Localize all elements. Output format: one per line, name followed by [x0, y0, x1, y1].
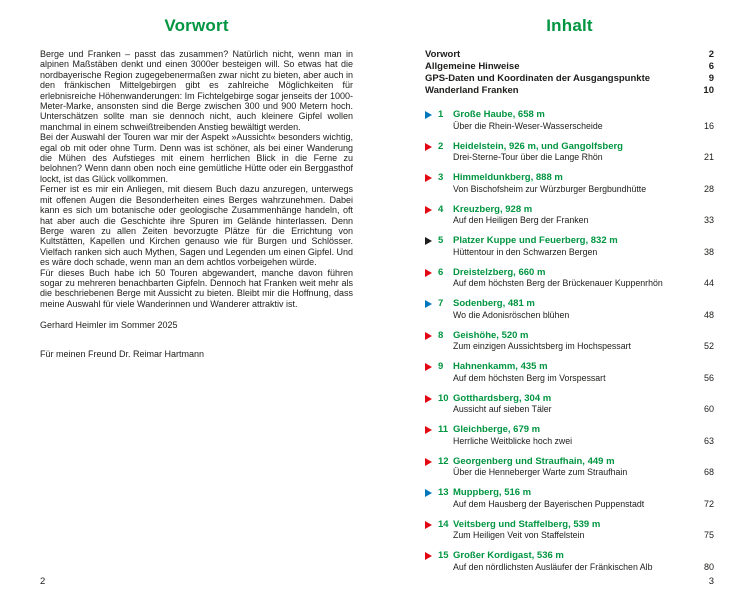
page-inhalt [375, 0, 750, 600]
toc-entry [425, 394, 714, 415]
tour-page-number: 72 [703, 498, 714, 509]
difficulty-triangle-icon [425, 269, 432, 277]
tour-number: 1 [438, 109, 444, 120]
tour-title: Himmeldunkberg, 888 m [453, 172, 563, 183]
front-matter-row [425, 85, 714, 97]
tour-subtitle: Herrliche Weitblicke hoch zwei [453, 435, 573, 446]
front-matter-page: 9 [708, 73, 714, 84]
tour-number: 3 [438, 172, 444, 183]
paragraph: Berge und Franken – passt das zusammen? Natürlich nicht, wenn man in alpinen Maßstäben denkt und einen 3000er besteigen will. So etwas hat die nordbayerische Region zugegebenermaßen zwar nicht zu bieten, aber auch in den fränkischen Mittelgebirgen gibt es zahlreiche Möglichkeiten für erlebnisreiche Höhenwanderungen: Im Fichtelgebirge sogar jenseits der 1000-Meter-Marke, ansonsten sind die Berge zwischen 300 und 900 Metern hoch. Unterschätzen sollte man sie dennoch nicht, auch kleinere Gipfel wollen manchmal in einem schweißtreibenden Anstieg bewältigt werden. [40, 49, 353, 132]
tour-page-number: 80 [703, 561, 714, 572]
tour-title: Gotthardsberg, 304 m [453, 392, 552, 404]
page-number-right: 3 [708, 576, 714, 587]
tour-title: Hahnenkamm, 435 m [453, 361, 548, 372]
tour-page-number: 75 [703, 530, 714, 540]
paragraph: Ferner ist es mir ein Anliegen, mit diesem Buch dazu anzuregen, unterwegs mit offenen Augen die Besonderheiten eines Berges wahrzunehmen. Dabei kann es sich um botanische oder geologische Zusammenhänge handeln, oft hat aber auch die Geschichte ihre Spuren im Gelände hinterlassen. Denn Berge waren zu allen Zeiten bevorzugte Plätze für die Errichtung von Kultstätten, Kapellen und Kirchen genauso wie für Burgen und Schlösser. Vielfach ranken sich auch Mythen, Sagen und Legenden um einen Gipfel. Und es wäre doch schade, wenn man an dem achtlos vorbeigehen würde. [40, 184, 353, 268]
toc-entry [425, 173, 714, 194]
front-matter-label: Wanderland Franken [425, 85, 519, 96]
tour-number: 2 [438, 140, 444, 152]
tour-number: 4 [438, 203, 444, 215]
author-signature: Gerhard Heimler im Sommer 2025 [40, 320, 178, 331]
toc-entry [425, 520, 714, 541]
tour-subtitle: Über die Rhein-Weser-Wasserscheide [453, 120, 603, 131]
dedication: Für meinen Freund Dr. Reimar Hartmann [40, 348, 205, 359]
tour-page-number: 38 [703, 246, 714, 257]
tour-number: 10 [438, 392, 449, 404]
difficulty-triangle-icon [425, 206, 432, 214]
toc-entry [425, 331, 714, 352]
tour-title: Gleichberge, 679 m [453, 424, 541, 435]
tour-subtitle: Zum Heiligen Veit von Staffelstein [453, 530, 585, 540]
vorwort-body [40, 49, 353, 309]
paragraph: Für dieses Buch habe ich 50 Touren abgewandert, manche davon führen sogar zu mehreren benachbarten Gipfeln. Dennoch hat Franken weit mehr als die beschriebenen Berge mit Aussicht zu bieten. Bleibt mir die Hoffnung, dass meine Auswahl für viele Wanderinnen und Wanderer attraktiv ist. [40, 267, 353, 309]
tour-page-number: 56 [703, 372, 714, 383]
front-matter-page: 6 [708, 61, 714, 72]
difficulty-triangle-icon [425, 426, 432, 434]
tour-page-number: 16 [703, 120, 714, 131]
front-matter-page: 2 [708, 49, 714, 60]
tour-title: Große Haube, 658 m [453, 109, 545, 120]
tour-number: 9 [438, 361, 444, 372]
tour-subtitle: Auf den nördlichsten Ausläufer der Fränkischen Alb [453, 561, 653, 572]
tour-subtitle: Drei-Sterne-Tour über die Lange Rhön [453, 152, 603, 162]
tour-number: 11 [438, 424, 449, 435]
tour-subtitle: Wo die Adonisröschen blühen [453, 309, 570, 320]
difficulty-triangle-icon [425, 489, 432, 497]
difficulty-triangle-icon [425, 237, 432, 245]
tour-title: Sodenberg, 481 m [453, 298, 535, 309]
toc-entry [425, 110, 714, 131]
tour-title: Muppberg, 516 m [453, 487, 532, 498]
tour-number: 12 [438, 455, 449, 467]
tour-subtitle: Zum einzigen Aussichtsberg im Hochspessart [453, 341, 631, 351]
tour-page-number: 28 [703, 183, 714, 194]
tour-page-number: 33 [703, 215, 714, 225]
toc-entry [425, 551, 714, 572]
difficulty-triangle-icon [425, 552, 432, 560]
tour-number: 6 [438, 266, 444, 278]
difficulty-triangle-icon [425, 111, 432, 119]
front-matter-label: GPS-Daten und Koordinaten der Ausgangspunkte [425, 73, 651, 84]
toc-entry [425, 425, 714, 446]
tour-page-number: 63 [703, 435, 714, 446]
tour-subtitle: Auf den Heiligen Berg der Franken [453, 215, 589, 225]
front-matter-row [425, 49, 714, 61]
tour-page-number: 21 [703, 152, 714, 162]
tour-title: Dreistelzberg, 660 m [453, 266, 546, 278]
front-matter-row [425, 73, 714, 85]
front-matter-list [425, 49, 714, 97]
page-number-left: 2 [40, 576, 46, 587]
toc-entry [425, 142, 714, 163]
tour-subtitle: Über die Henneberger Warte zum Straufhain [453, 467, 628, 477]
tour-title: Großer Kordigast, 536 m [453, 550, 564, 561]
tour-title: Kreuzberg, 928 m [453, 203, 533, 215]
tour-number: 7 [438, 298, 444, 309]
difficulty-triangle-icon [425, 521, 432, 529]
tour-title: Veitsberg und Staffelberg, 539 m [453, 518, 601, 530]
tour-title: Heidelstein, 926 m, und Gangolfsberg [453, 140, 623, 152]
toc-entry [425, 205, 714, 226]
tour-title: Geishöhe, 520 m [453, 329, 529, 341]
toc-entry [425, 299, 714, 320]
inhalt-title: Inhalt [546, 16, 593, 35]
front-matter-label: Allgemeine Hinweise [425, 61, 520, 72]
front-matter-row [425, 61, 714, 73]
tour-number: 5 [438, 235, 444, 246]
front-matter-label: Vorwort [425, 49, 461, 60]
tour-subtitle: Auf dem höchsten Berg der Brückenauer Kuppenrhön [453, 278, 663, 288]
difficulty-triangle-icon [425, 332, 432, 340]
difficulty-triangle-icon [425, 174, 432, 182]
tour-number: 8 [438, 329, 444, 341]
toc-entry [425, 236, 714, 257]
tour-subtitle: Von Bischofsheim zur Würzburger Bergbundhütte [453, 183, 647, 194]
toc-entry [425, 457, 714, 478]
tour-subtitle: Hüttentour in den Schwarzen Bergen [453, 246, 598, 257]
tour-page-number: 48 [703, 309, 714, 320]
tour-subtitle: Auf dem höchsten Berg im Vorspessart [453, 372, 606, 383]
difficulty-triangle-icon [425, 300, 432, 308]
tour-number: 15 [438, 550, 449, 561]
tour-subtitle: Aussicht auf sieben Täler [453, 404, 552, 414]
tour-page-number: 60 [703, 404, 714, 414]
difficulty-triangle-icon [425, 395, 432, 403]
toc-entry [425, 268, 714, 289]
difficulty-triangle-icon [425, 458, 432, 466]
tour-list [425, 110, 714, 572]
tour-number: 13 [438, 487, 449, 498]
tour-page-number: 68 [703, 467, 714, 477]
front-matter-page: 10 [703, 85, 714, 96]
tour-number: 14 [438, 518, 449, 530]
tour-title: Platzer Kuppe und Feuerberg, 832 m [453, 235, 618, 246]
difficulty-triangle-icon [425, 143, 432, 151]
toc-entry [425, 362, 714, 383]
difficulty-triangle-icon [425, 363, 432, 371]
tour-title: Georgenberg und Straufhain, 449 m [453, 455, 615, 467]
toc-entry [425, 488, 714, 509]
tour-subtitle: Auf dem Hausberg der Bayerischen Puppenstadt [453, 498, 645, 509]
tour-page-number: 52 [703, 341, 714, 351]
paragraph: Bei der Auswahl der Touren war mir der Aspekt »Aussicht« besonders wichtig, egal ob mit oder ohne Turm. Denn was ist schöner, als bei einer Wanderung die Mühen des Aufstieges mit einem herrlichen Blick in die Ferne zu belohnen? Wenn dann oben noch eine gemütliche Hütte oder ein Berggasthof lockt, ist das Glück vollkommen. [40, 132, 353, 184]
vorwort-title: Vorwort [164, 16, 229, 35]
tour-page-number: 44 [703, 278, 714, 288]
